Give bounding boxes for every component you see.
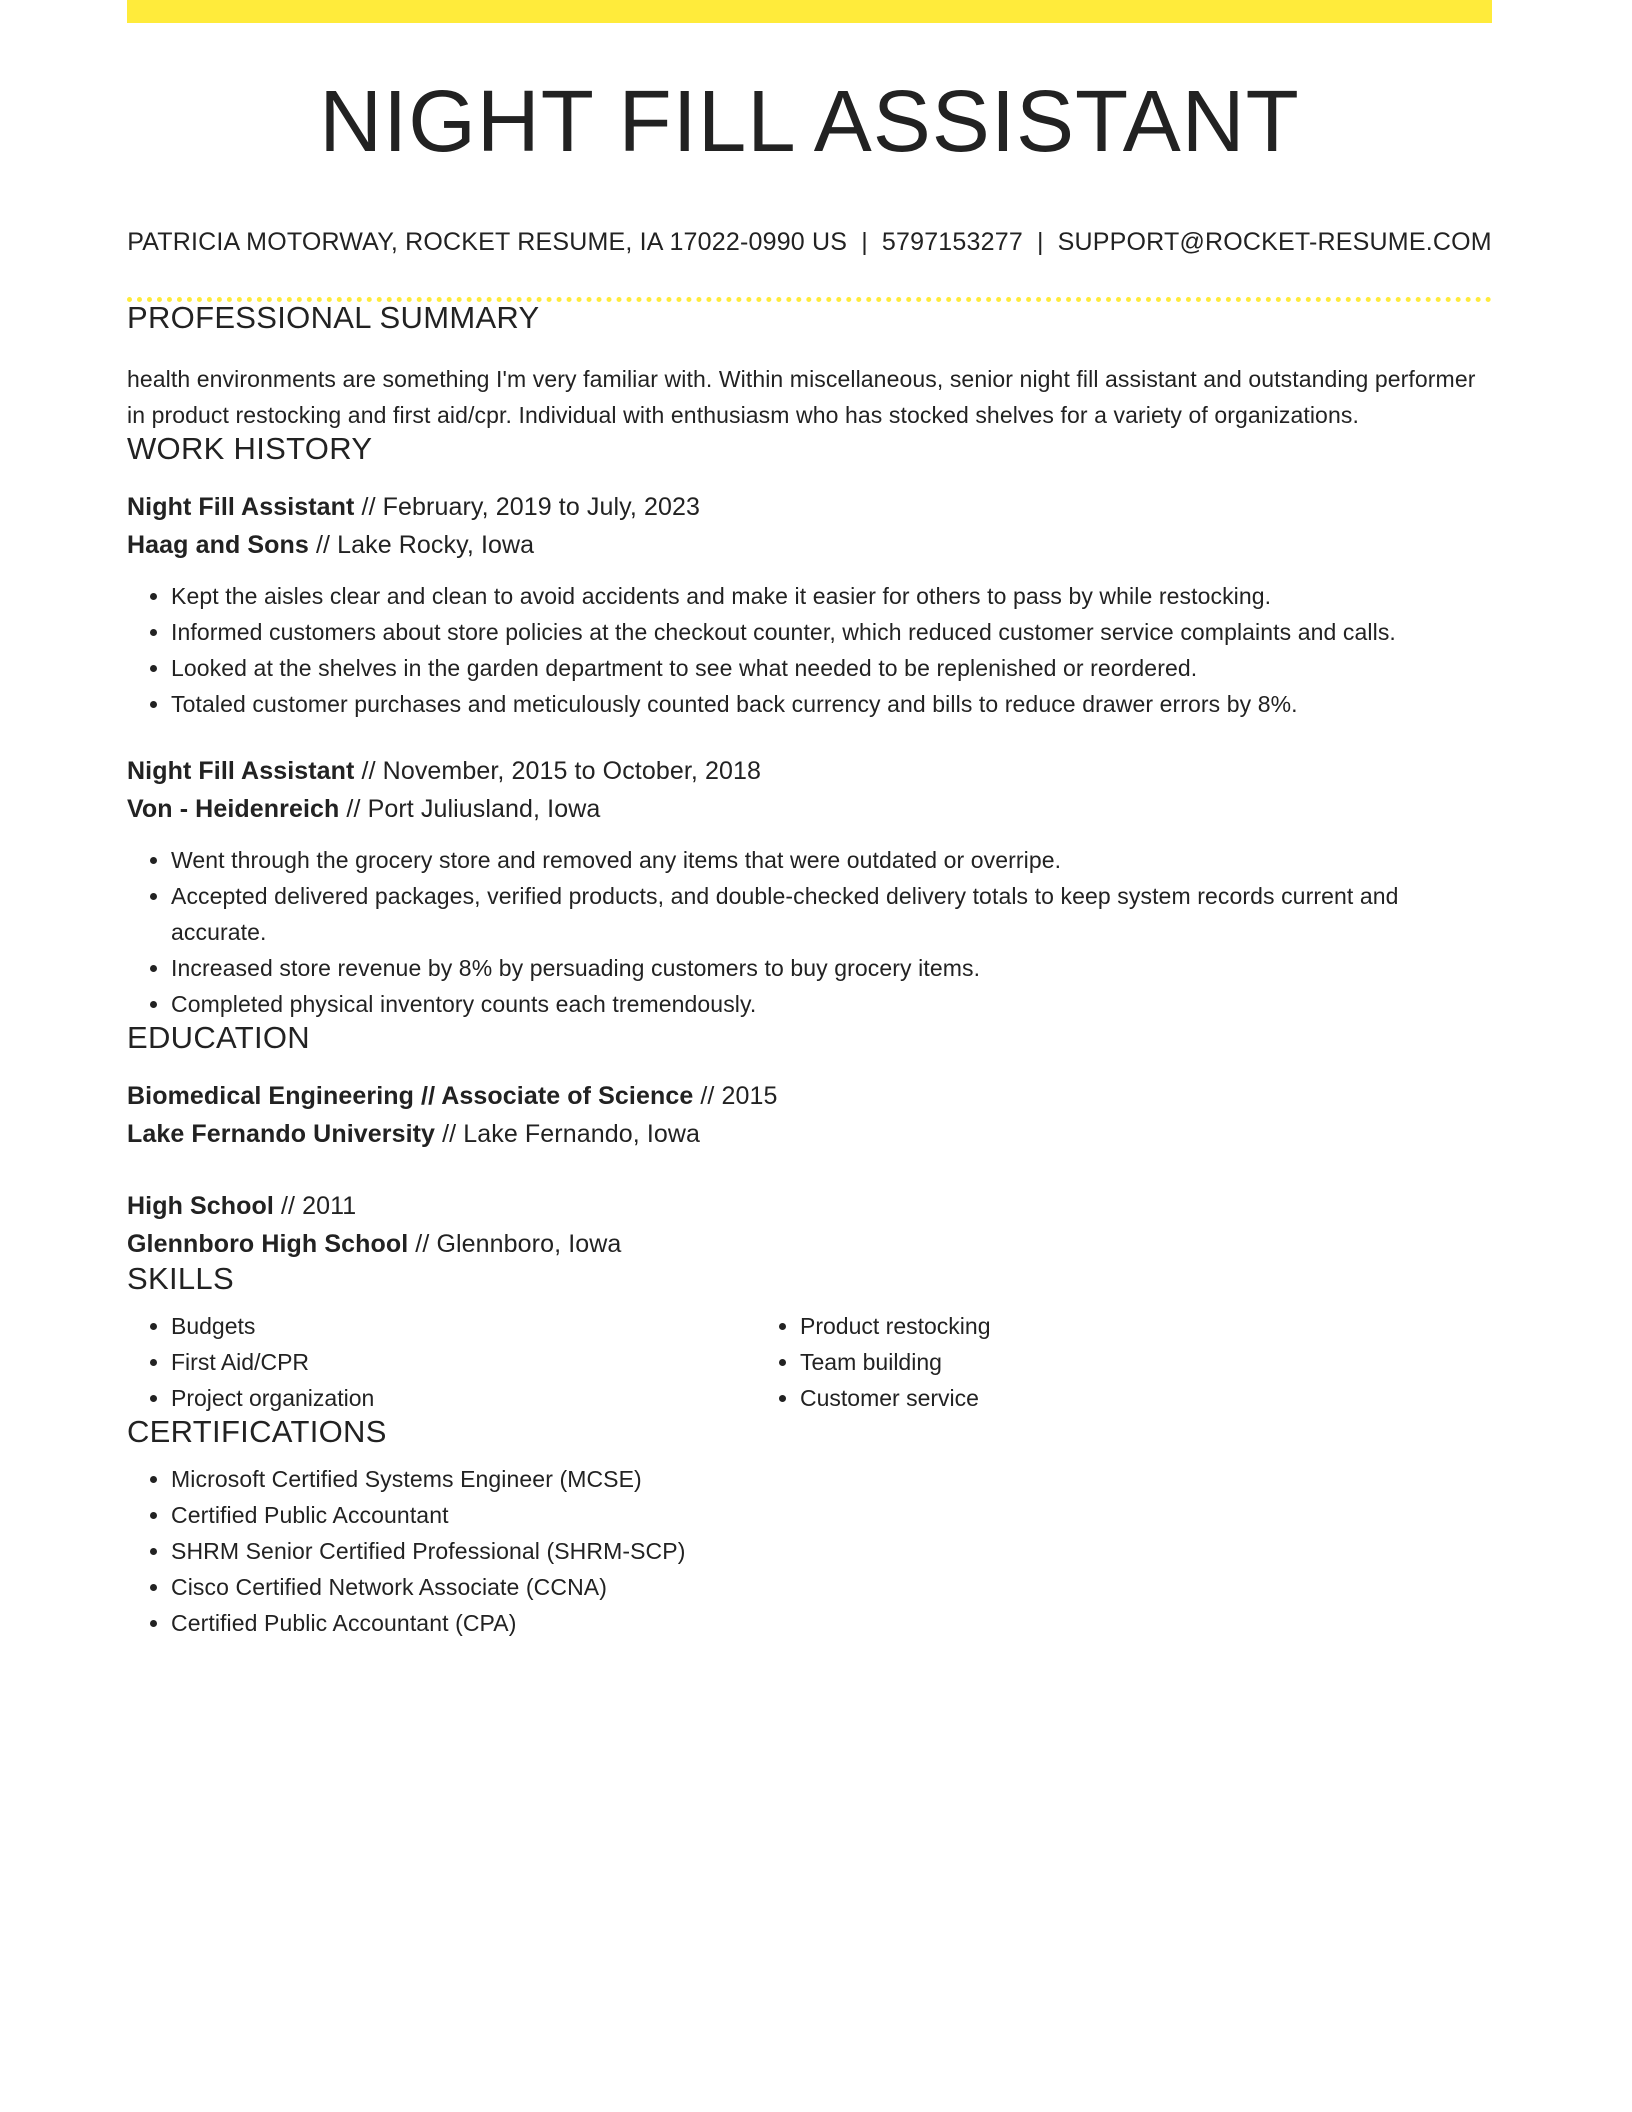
education-school-line (127, 1115, 1492, 1153)
education-year: // 2015 (693, 1082, 778, 1110)
contact-separator: | (861, 228, 868, 256)
skills-grid (127, 1308, 1492, 1416)
company-line (127, 790, 1492, 828)
education-school: Glennboro High School (127, 1230, 409, 1258)
job-role: Night Fill Assistant (127, 757, 355, 785)
skills-column-right (756, 1308, 1385, 1416)
contact-address: PATRICIA MOTORWAY, ROCKET RESUME, IA 17022-0990 US (127, 228, 848, 256)
job-title-line (127, 752, 1492, 790)
education-degree-line (127, 1187, 1492, 1225)
list-item: • Completed physical inventory counts each tremendously. (171, 986, 1492, 1022)
resume-title: NIGHT FILL ASSISTANT (319, 73, 1300, 170)
certifications-list (127, 1461, 1492, 1641)
section-title-summary: PROFESSIONAL SUMMARY (127, 300, 540, 335)
list-item: • Cisco Certified Network Associate (CCNA) (171, 1569, 1492, 1605)
list-item: • Budgets (171, 1308, 756, 1344)
section-title-skills: SKILLS (127, 1261, 234, 1296)
education-year: // 2011 (273, 1192, 357, 1220)
company-line (127, 526, 1492, 564)
list-item: • Totaled customer purchases and meticulously counted back currency and bills to reduce drawer errors by 8%. (171, 686, 1492, 722)
company-location: // Lake Rocky, Iowa (308, 531, 535, 559)
job-dates: // November, 2015 to October, 2018 (354, 757, 762, 785)
job-role: Night Fill Assistant (127, 493, 355, 521)
list-item: • SHRM Senior Certified Professional (SHRM-SCP) (171, 1533, 1492, 1569)
section-title-certifications: CERTIFICATIONS (127, 1414, 387, 1449)
job-bullets (127, 578, 1492, 722)
education-school: Lake Fernando University (127, 1120, 436, 1148)
list-item: • Certified Public Accountant (171, 1497, 1492, 1533)
list-item: • Accepted delivered packages, verified products, and double-checked delivery totals to keep system records current and accurate. (171, 878, 1492, 950)
resume-page (127, 0, 1492, 1641)
list-item: • Went through the grocery store and removed any items that were outdated or overripe. (171, 842, 1492, 878)
skills-column-left (127, 1308, 756, 1416)
section-title-education: EDUCATION (127, 1020, 310, 1055)
education-location: // Lake Fernando, Iowa (435, 1120, 701, 1148)
education-school-line (127, 1225, 1492, 1263)
list-item: • Microsoft Certified Systems Engineer (MCSE) (171, 1461, 1492, 1497)
company-name: Von - Heidenreich (127, 795, 340, 823)
education-degree: Biomedical Engineering // Associate of Science (127, 1082, 694, 1110)
company-location: // Port Juliusland, Iowa (339, 795, 601, 823)
contact-email: SUPPORT@ROCKET-RESUME.COM (1057, 228, 1492, 256)
list-item: • Increased store revenue by 8% by persuading customers to buy grocery items. (171, 950, 1492, 986)
education-location: // Glennboro, Iowa (408, 1230, 622, 1258)
top-accent-bar (127, 0, 1492, 23)
job-bullets (127, 842, 1492, 1022)
education-degree: High School (127, 1192, 274, 1220)
list-item: • Team building (800, 1344, 1385, 1380)
list-item: • First Aid/CPR (171, 1344, 756, 1380)
company-name: Haag and Sons (127, 531, 309, 559)
section-title-work-history: WORK HISTORY (127, 431, 373, 466)
list-item: • Informed customers about store policies at the checkout counter, which reduced customer service complaints and calls. (171, 614, 1492, 650)
contact-line (127, 228, 1492, 257)
job-dates: // February, 2019 to July, 2023 (354, 493, 701, 521)
contact-phone: 5797153277 (881, 228, 1023, 256)
list-item: • Looked at the shelves in the garden department to see what needed to be replenished or reordered. (171, 650, 1492, 686)
list-item: • Project organization (171, 1380, 756, 1416)
list-item: • Certified Public Accountant (CPA) (171, 1605, 1492, 1641)
summary-text: health environments are something I'm very familiar with. Within miscellaneous, senior night fill assistant and outstanding performer in product restocking and first aid/cpr. Individual with enthusiasm who has stocked shelves for a variety of organizations. (127, 366, 1476, 428)
contact-separator: | (1036, 228, 1044, 256)
list-item: • Product restocking (800, 1308, 1385, 1344)
list-item: • Customer service (800, 1380, 1385, 1416)
job-title-line (127, 488, 1492, 526)
education-degree-line (127, 1077, 1492, 1115)
list-item: • Kept the aisles clear and clean to avoid accidents and make it easier for others to pass by while restocking. (171, 578, 1492, 614)
